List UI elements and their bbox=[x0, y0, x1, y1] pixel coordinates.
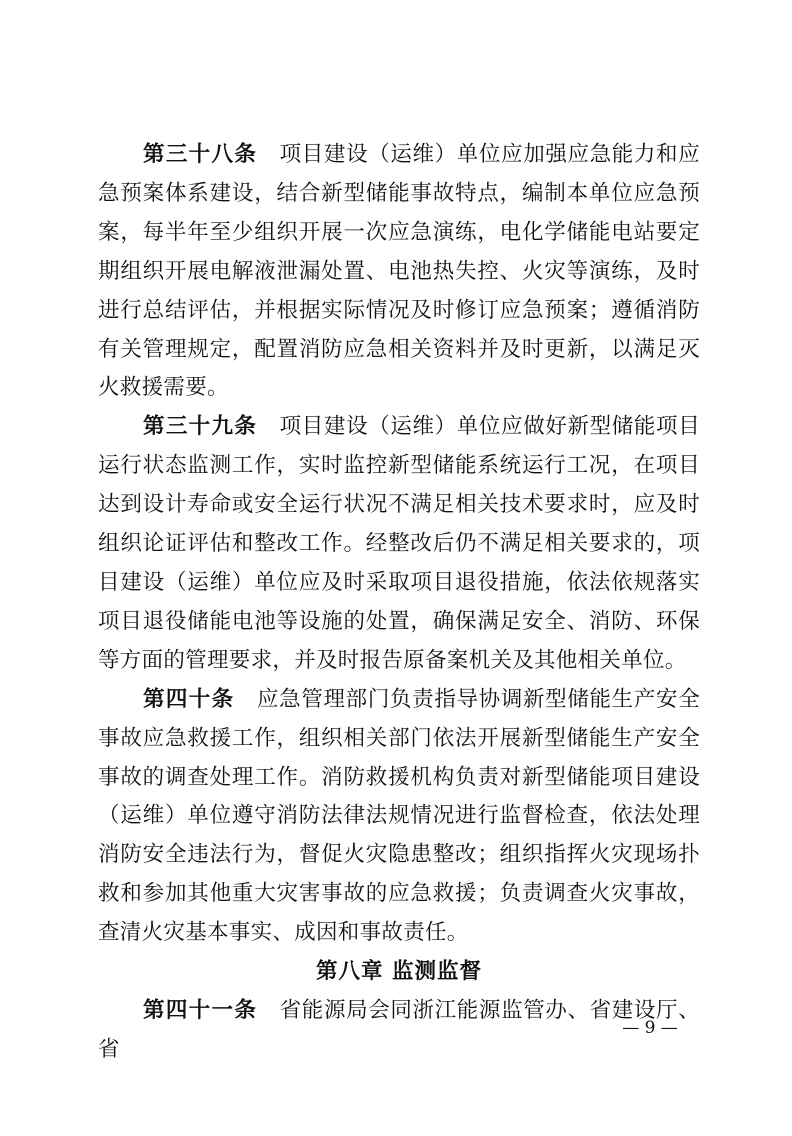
article-38-paragraph bbox=[98, 136, 700, 408]
chapter-heading: 第八章 监测监督 bbox=[316, 959, 482, 985]
document-body bbox=[98, 136, 700, 1070]
article-41-text: 省能源局会同浙江能源监管办、省建设厅、省 bbox=[98, 997, 701, 1062]
article-41-heading: 第四十一条 bbox=[143, 997, 258, 1023]
page-number: — 9 — bbox=[622, 1018, 678, 1038]
article-38-text: 项目建设（运维）单位应加强应急能力和应急预案体系建设，结合新型储能事故特点，编制本单位应急预案，每半年至少组织开展一次应急演练，电化学储能电站要定期组织开展电解液泄漏处置、电池热失控、火灾等演练，及时进行总结评估，并根据实际情况及时修订应急预案；遵循消防有关管理规定，配置消防应急相关资料并及时更新，以满足灭火救援需要。 bbox=[98, 142, 701, 401]
article-40-text: 应急管理部门负责指导协调新型储能生产安全事故应急救援工作，组织相关部门依法开展新型储能生产安全事故的调查处理工作。消防救援机构负责对新型储能项目建设（运维）单位遵守消防法律法规情况进行监督检查，依法处理消防安全违法行为，督促火灾隐患整改；组织指挥火灾现场扑救和参加其他重大灾害事故的应急救援；负责调查火灾事故，查清火灾基本事实、成因和事故责任。 bbox=[98, 686, 700, 946]
article-40-paragraph bbox=[98, 681, 700, 953]
article-39-text: 项目建设（运维）单位应做好新型储能项目运行状态监测工作，实时监控新型储能系统运行工况，在项目达到设计寿命或安全运行状况不满足相关技术要求时，应及时组织论证评估和整改工作。经整改后仍不满足相关要求的，项目建设（运维）单位应及时采取项目退役措施，依法依规落实项目退役储能电池等设施的处置，确保满足安全、消防、环保等方面的管理要求，并及时报告原备案机关及其他相关单位。 bbox=[98, 414, 701, 673]
article-40-heading: 第四十条 bbox=[143, 686, 235, 712]
article-39-heading: 第三十九条 bbox=[143, 414, 258, 440]
article-39-paragraph bbox=[98, 408, 700, 680]
article-38-heading: 第三十八条 bbox=[143, 142, 258, 167]
